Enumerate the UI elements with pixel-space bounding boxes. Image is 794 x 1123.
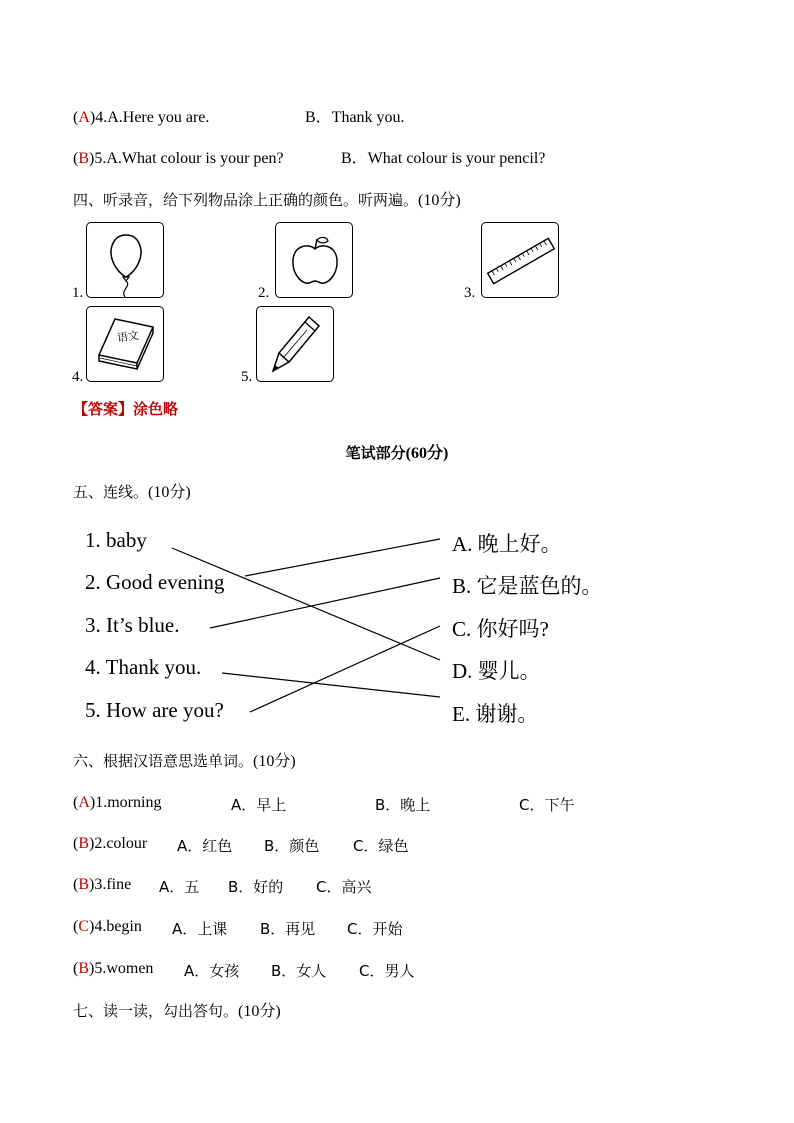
- answer-letter: C: [78, 918, 89, 935]
- match-left-item: 5. How are you?: [85, 698, 224, 722]
- choice-item-5: (B)5.women A．女孩 B．女人 C．男人: [73, 960, 415, 980]
- written-part-title: 笔试部分(60分): [345, 444, 449, 462]
- answer-note: 【答案】涂色略: [73, 400, 179, 418]
- section-5-heading: 五、连线。(10分): [73, 483, 191, 501]
- section-7-heading: 七、读一读，勾出答句。(10分): [73, 1002, 281, 1020]
- answer-letter: A: [78, 109, 90, 126]
- picture-number: 5.: [241, 369, 253, 385]
- match-right-item: B. 它是蓝色的。: [452, 574, 603, 598]
- section-6-heading: 六、根据汉语意思选单词。(10分): [73, 752, 296, 770]
- match-line: [245, 539, 440, 576]
- answer-letter: A: [78, 794, 90, 811]
- match-left-item: 4. Thank you.: [85, 655, 202, 679]
- match-left-item: 2. Good evening: [85, 570, 225, 594]
- answer-letter: B: [78, 835, 89, 852]
- option-b: B．What colour is your pencil?: [341, 150, 546, 167]
- answer-letter: B: [78, 960, 89, 977]
- picture-number: 1.: [72, 285, 84, 301]
- match-left-item: 3. It’s blue.: [85, 613, 180, 637]
- match-right-item: D. 婴儿。: [452, 659, 541, 683]
- question-stem: 4.A.Here you are.: [95, 109, 210, 126]
- match-left-item: 1. baby: [85, 528, 147, 552]
- match-right-item: C. 你好吗?: [452, 617, 549, 641]
- answer-letter: B: [78, 150, 89, 167]
- choice-item-2: (B)2.colour A．红色 B．颜色 C．绿色: [73, 835, 409, 855]
- section-4-heading: 四、听录音，给下列物品涂上正确的颜色。听两遍。(10分): [73, 191, 461, 209]
- choice-item-1: (A)1.morning A．早上 B．晚上 C．下午: [73, 794, 575, 814]
- match-line: [250, 626, 440, 712]
- match-right-item: E. 谢谢。: [452, 702, 539, 726]
- choice-item-3: (B)3.fine A．五 B．好的 C．高兴: [73, 876, 372, 896]
- question-stem: 5.A.What colour is your pen?: [94, 150, 284, 167]
- match-line: [222, 673, 440, 697]
- picture-number: 4.: [72, 369, 84, 385]
- listening-item-4: (A)4.A.Here you are. B．Thank you.: [73, 109, 405, 126]
- picture-number: 3.: [464, 285, 476, 301]
- book-label: 语文: [116, 328, 140, 345]
- choice-item-4: (C)4.begin A．上课 B．再见 C．开始: [73, 918, 403, 938]
- match-right-item: A. 晚上好。: [452, 532, 562, 556]
- answer-letter: B: [78, 876, 89, 893]
- picture-number: 2.: [258, 285, 270, 301]
- listening-item-5: (B)5.A.What colour is your pen? B．What colour is your pencil?: [73, 150, 546, 167]
- match-line: [210, 578, 440, 628]
- option-b: B．Thank you.: [305, 109, 405, 126]
